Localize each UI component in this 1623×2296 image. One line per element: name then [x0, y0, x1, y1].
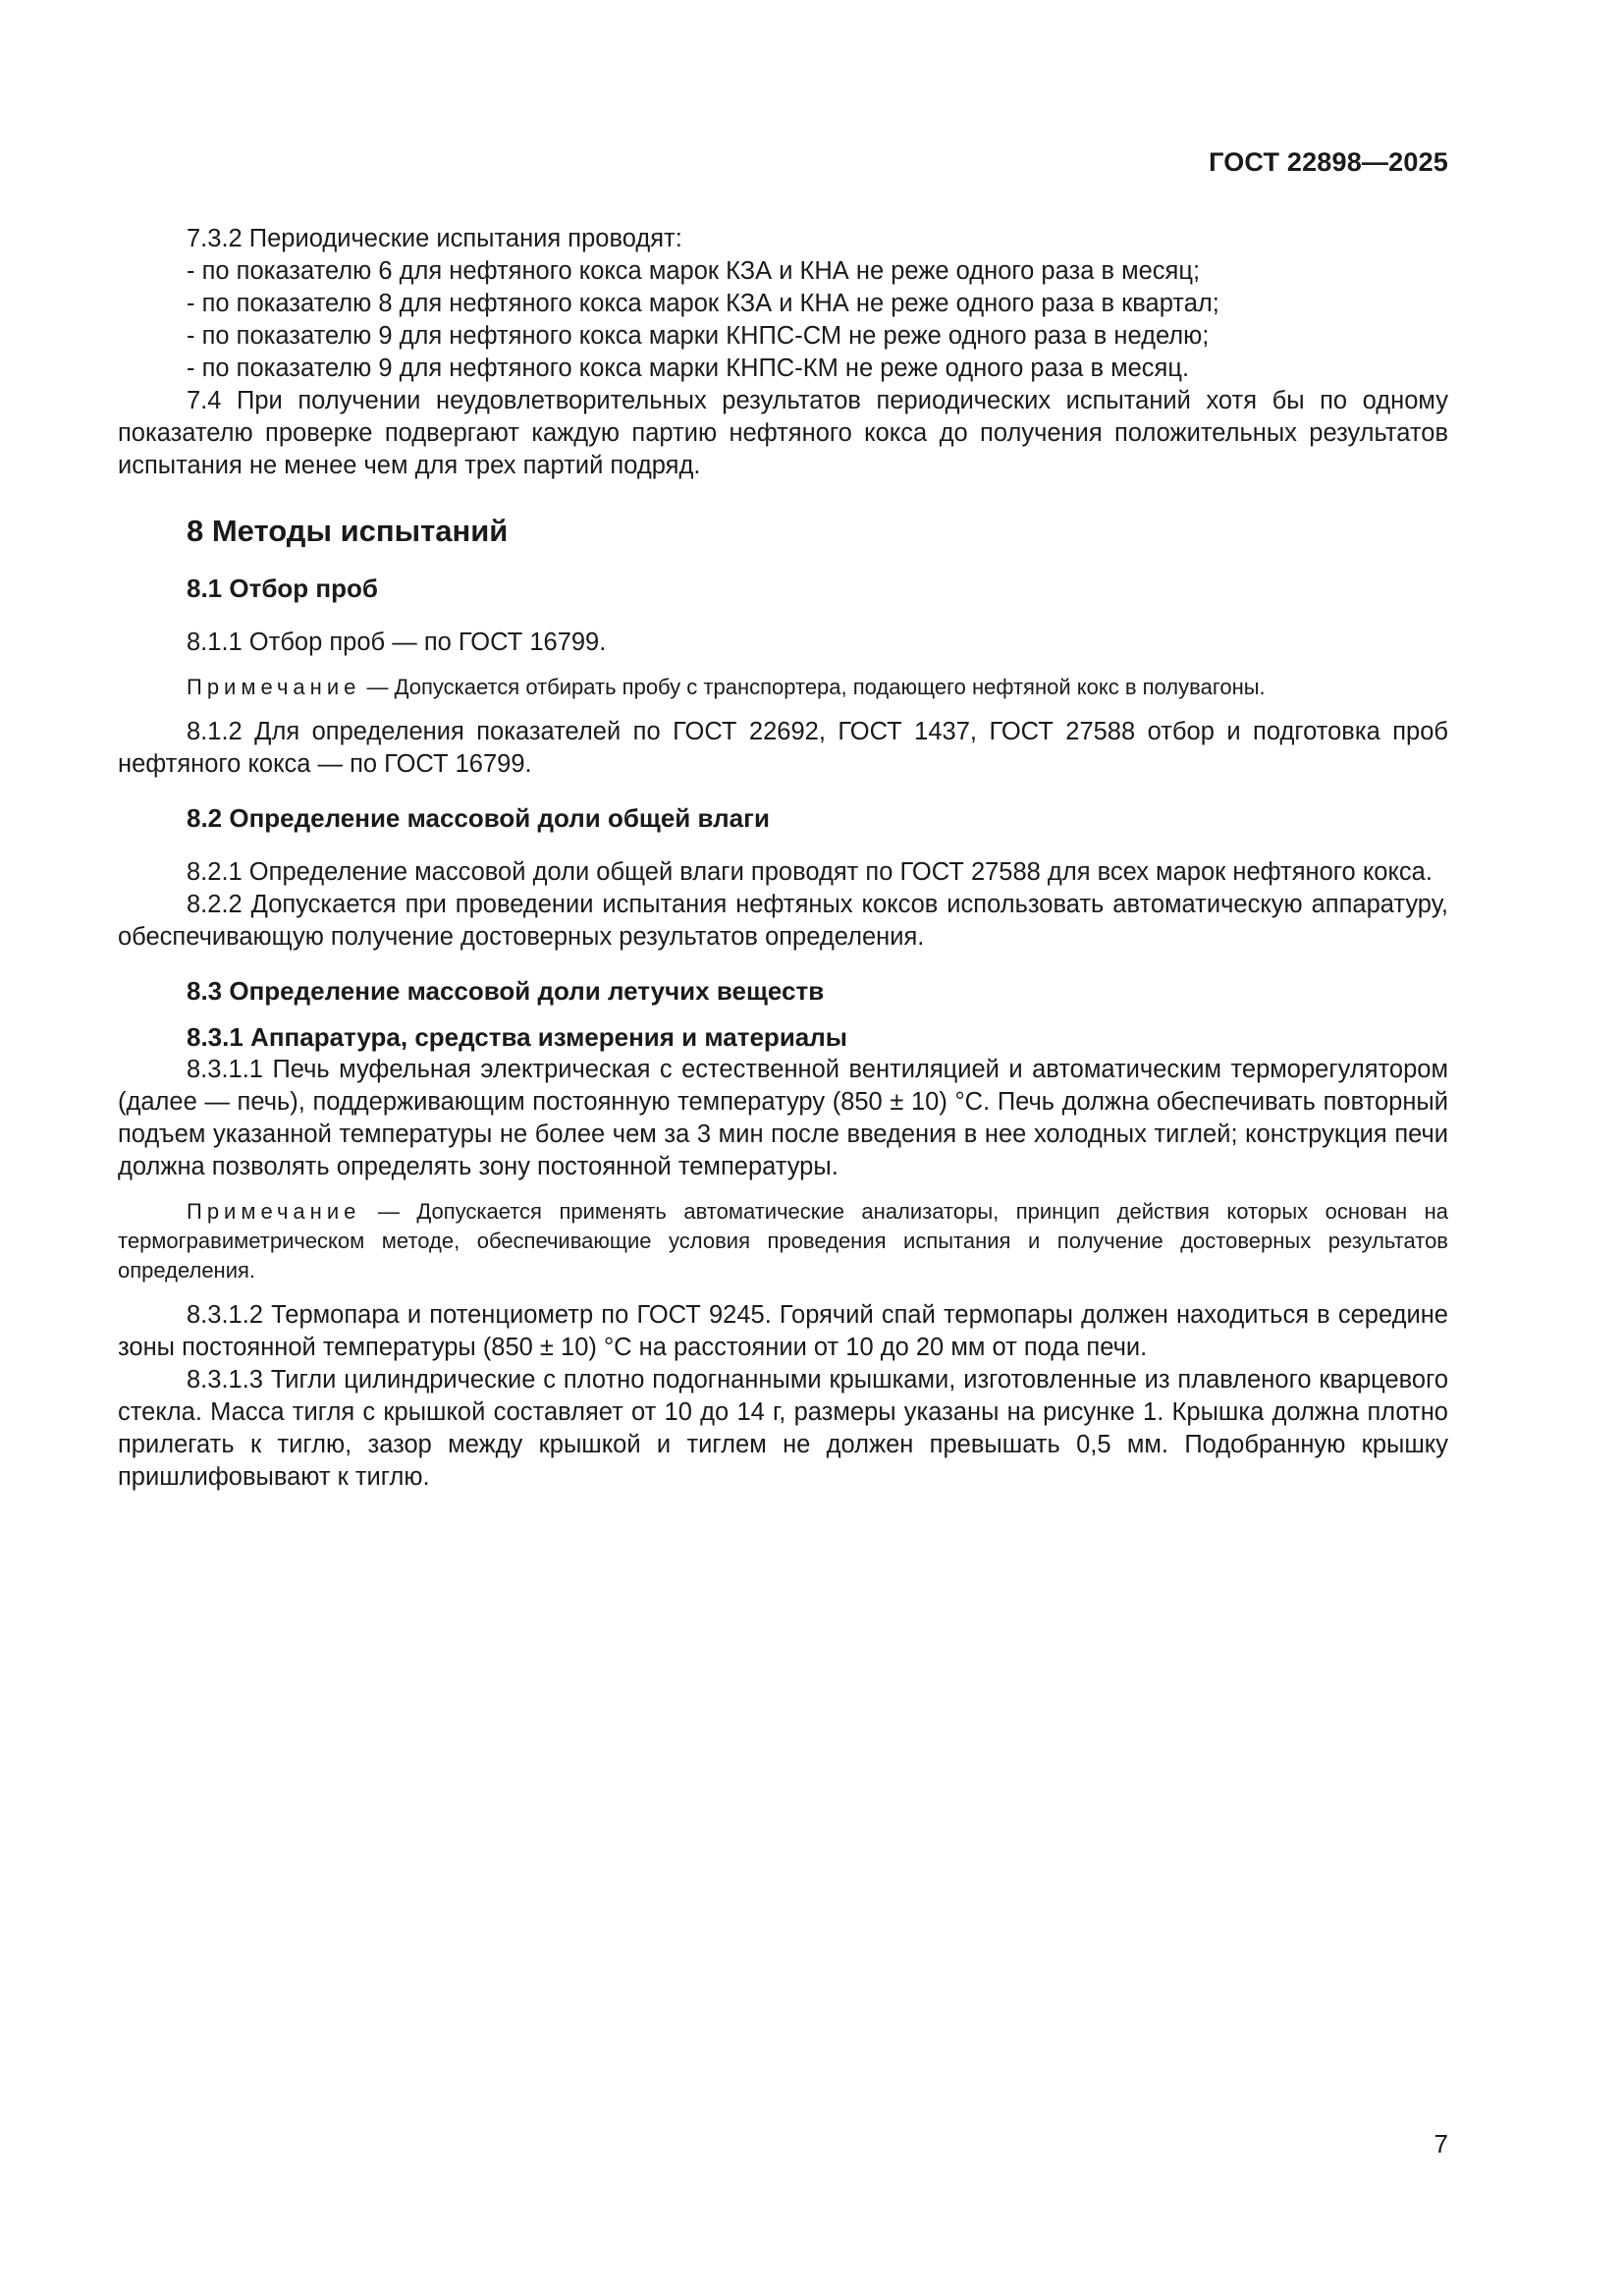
paragraph-8-2-1: 8.2.1 Определение массовой доли общей влаги проводят по ГОСТ 27588 для всех марок нефтяного кокса.	[187, 858, 1433, 886]
paragraph-7-4: 7.4 При получении неудовлетворительных результатов периодических испытаний хотя бы по одному показателю проверке подвергают каждую партию нефтяного кокса до получения положительных результатов испытания не менее чем для трех партий подряд.	[118, 387, 1448, 479]
section-8-3-heading: 8.3 Определение массовой доли летучих веществ	[187, 976, 825, 1006]
section-8-heading: 8 Методы испытаний	[187, 514, 509, 548]
list-item: - по показателю 9 для нефтяного кокса марки КНПС-КМ не реже одного раза в месяц.	[187, 355, 1190, 382]
note-label: Примечание	[187, 1199, 361, 1224]
note-8-1	[118, 673, 1448, 702]
list-item: - по показателю 9 для нефтяного кокса марки КНПС-СМ не реже одного раза в неделю;	[187, 322, 1210, 350]
note-8-3-1	[118, 1197, 1448, 1285]
paragraph-7-3-2-intro: 7.3.2 Периодические испытания проводят:	[187, 225, 682, 252]
note-text: — Допускается применять автоматические анализаторы, принцип действия которых основан на термогравиметрическом методе, обеспечивающие условия проведения испытания и получение достоверных результатов определения.	[118, 1199, 1448, 1283]
section-8-2-heading: 8.2 Определение массовой доли общей влаги	[187, 803, 770, 833]
paragraph-8-1-1: 8.1.1 Отбор проб — по ГОСТ 16799.	[187, 629, 607, 656]
section-8-3-1-heading: 8.3.1 Аппаратура, средства измерения и материалы	[187, 1022, 847, 1052]
section-8-1-heading: 8.1 Отбор проб	[187, 574, 378, 603]
list-item: - по показателю 6 для нефтяного кокса марок КЗА и КНА не реже одного раза в месяц;	[187, 257, 1201, 285]
document-code: ГОСТ 22898—2025	[1209, 147, 1448, 177]
paragraph-8-2-2: 8.2.2 Допускается при проведении испытания нефтяных коксов использовать автоматическую аппаратуру, обеспечивающую получение достоверных результатов определения.	[118, 891, 1448, 951]
note-text: — Допускается отбирать пробу с транспортера, подающего нефтяной кокс в полувагоны.	[360, 675, 1266, 699]
page-content	[118, 223, 1448, 1494]
paragraph-8-3-1-2: 8.3.1.2 Термопара и потенциометр по ГОСТ 9245. Горячий спай термопары должен находиться в середине зоны постоянной температуры (850 ± 10) °С на расстоянии от 10 до 20 мм от пода печи.	[118, 1301, 1448, 1361]
page-number: 7	[1434, 2129, 1448, 2159]
paragraph-8-3-1-3: 8.3.1.3 Тигли цилиндрические с плотно подогнанными крышками, изготовленные из плавленого кварцевого стекла. Масса тигля с крышкой составляет от 10 до 14 г, размеры указаны на рисунке 1. Крышка должна плотно прилегать к тиглю, зазор между крышкой и тиглем не должен превышать 0,5 мм. Подобранную крышку пришлифовывают к тиглю.	[118, 1366, 1448, 1491]
paragraph-8-1-2: 8.1.2 Для определения показателей по ГОСТ 22692, ГОСТ 1437, ГОСТ 27588 отбор и подготовка проб нефтяного кокса — по ГОСТ 16799.	[118, 718, 1448, 778]
paragraph-8-3-1-1: 8.3.1.1 Печь муфельная электрическая с естественной вентиляцией и автоматическим терморегулятором (далее — печь), поддерживающим постоянную температуру (850 ± 10) °С. Печь должна обеспечивать повторный подъем указанной температуры не более чем за 3 мин после введения в нее холодных тиглей; конструкция печи должна позволять определять зону постоянной температуры.	[118, 1056, 1448, 1180]
list-item: - по показателю 8 для нефтяного кокса марок КЗА и КНА не реже одного раза в квартал;	[187, 290, 1219, 317]
note-label: Примечание	[187, 675, 361, 699]
